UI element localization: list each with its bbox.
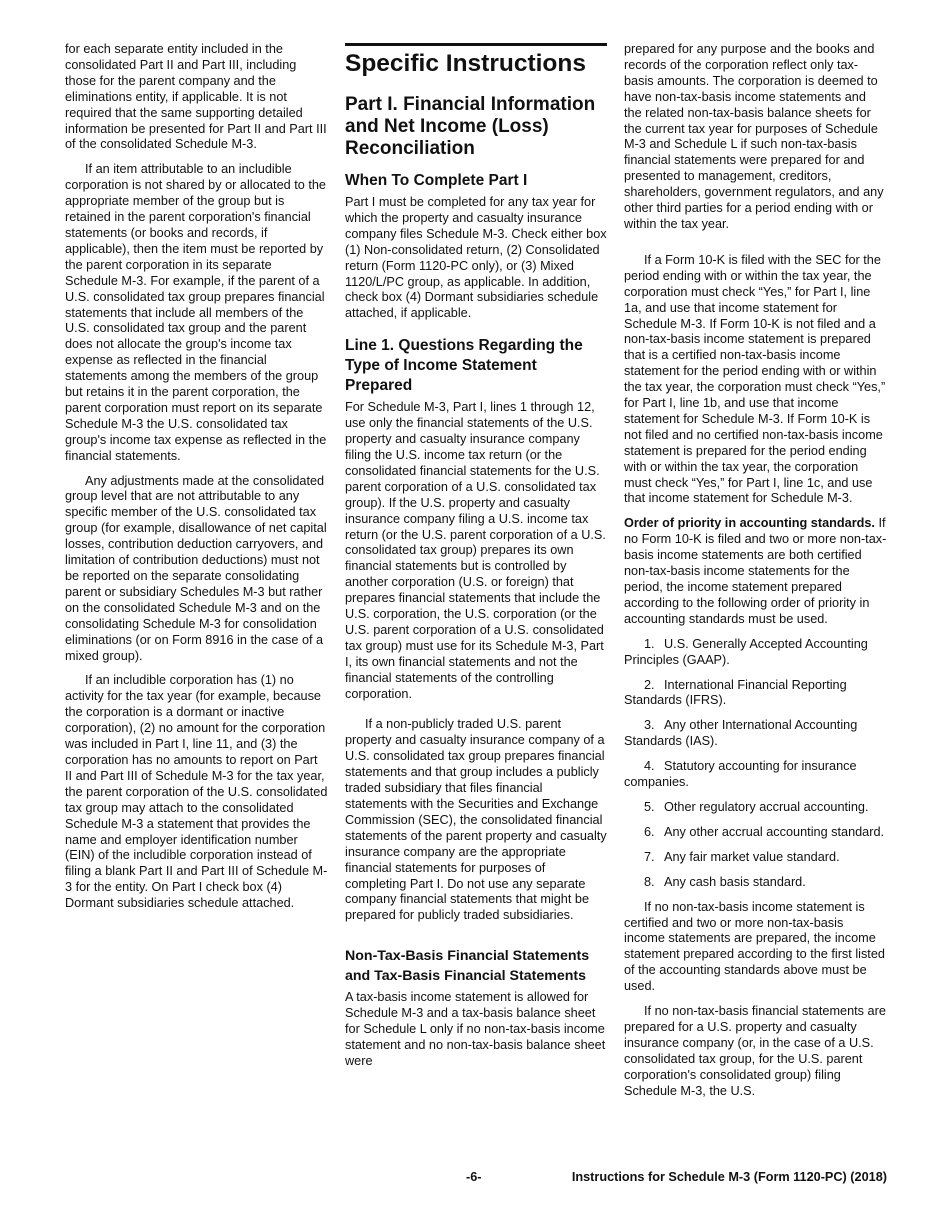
paragraph: Part I must be completed for any tax year for which the property and casualty insurance company files Schedule M-3. Check either box (1) Non-consolidated return, (2) Consolidated return (Form 1120-PC only), or (3) Mixed 1120/L/PC group, as applicable. In addition, check box (4) Dormant subsidiaries schedule attached, if applicable. — [345, 195, 607, 321]
list-item: 5. Other regulatory accrual accounting. — [644, 799, 869, 814]
paragraph — [624, 516, 887, 627]
document-title: Instructions for Schedule M-3 (Form 1120-PC) (2018) — [571, 1170, 887, 1184]
paragraph: Any adjustments made at the consolidated group level that are not attributable to any specific member of the U.S. consolidated tax group (for example, disallowance of net capital losses, contribution deduction carryovers, and limitation of contribution deductions) must not be reported on the separate consolidating parent or subsidiary Schedules M-3 but rather on the consolidated Schedule M-3 and on the consolidating Schedule M-3 for consolidation eliminations (or on Form 8916 in the case of a mixed group). — [65, 473, 327, 663]
section-heading-non-tax-basis: Non-Tax-Basis Financial Statements and Tax-Basis Financial Statements — [345, 948, 590, 985]
list-item: 6. Any other accrual accounting standard. — [644, 824, 885, 839]
paragraph: If no non-tax-basis income statement is certified and two or more non-tax-basis income statements are prepared, the income statement prepared according to the first listed of the accounting standards above must be used. — [624, 899, 885, 994]
paragraph: for each separate entity included in the consolidated Part II and Part III, including those for the parent company and the eliminations entity, if applicable. It is not required that the same supporting detailed information be presented for Part II and Part III of the consolidated Schedule M-3. — [65, 42, 327, 152]
paragraph: If no non-tax-basis financial statements are prepared for a U.S. property and casualty insurance company (or, in the case of a U.S. consolidated tax group, for the U.S. parent corporation's consolidated group) filing Schedule M-3, the U.S. — [624, 1004, 886, 1098]
part-heading: Part I. Financial Information and Net Income (Loss) Reconciliation — [345, 94, 596, 159]
list-item: 7. Any fair market value standard. — [644, 849, 840, 864]
list-item: 4. Statutory accounting for insurance companies. — [624, 759, 857, 790]
left-column — [65, 42, 328, 921]
paragraph: A tax-basis income statement is allowed for Schedule M-3 and a tax-basis balance sheet for Schedule L only if no non-tax-basis income statement and no non-tax-basis balance sheet were — [345, 990, 606, 1068]
run-in-heading: Order of priority in accounting standards. — [624, 516, 875, 531]
section-heading-when: When To Complete Part I — [345, 172, 528, 189]
paragraph: If an item attributable to an includible corporation is not shared by or allocated to the appropriate member of the group but is retained in the parent corporation's financial statements (or books and records, if applicable), then the item must be reported by the parent corporation in its separate Schedule M-3. For example, if the parent of a U.S. consolidated tax group prepares financial statements that include all members of the U.S. consolidated tax group and the parent does not allocate the group's income tax expense as reflected in the financial statements among the members of the group but retains it in the parent corporation, the parent corporation must report on its separate Schedule M-3 the U.S. consolidated tax group's income tax expense as reflected in the financial statements. — [65, 162, 327, 463]
paragraph: For Schedule M-3, Part I, lines 1 through 12, use only the financial statements of the U.S. property and casualty insurance company filing the U.S. income tax return (or the consolidated financial statements for the U.S. parent corporation of a U.S. consolidated tax group). If the U.S. property and casualty insurance company filing a U.S. income tax return (or the U.S. parent corporation of a U.S. consolidated tax group) prepares its own financial statements but is controlled by another corporation (U.S. or foreign) that prepares financial statements that include the U.S. corporation, the U.S. corporation (or the U.S. parent corporation of a U.S. consolidated tax group) must use for its Schedule M-3, Part I, its own financial statements and not the financial statements of the controlling corporation. — [345, 400, 606, 701]
paragraph: If a non-publicly traded U.S. parent property and casualty insurance company of a U.S. consolidated tax group prepares financial statements and that group includes a publicly traded subsidiary that files financial statements with the Securities and Exchange Commission (SEC), the consolidated financial statements of the parent property and casualty insurance company are the appropriate financial statements for purposes of completing Part I. Do not use any separate company financial statements that might be prepared for publicly traded subsidiaries. — [345, 717, 607, 923]
list-item: 2. International Financial Reporting Standards (IFRS). — [624, 677, 847, 708]
list-item: 3. Any other International Accounting Standards (IAS). — [624, 718, 858, 749]
paragraph: If a Form 10-K is filed with the SEC for the period ending with or within the tax year, the corporation must check “Yes,” for Part I, line 1a, and use that income statement for Schedule M-3. If Form 10-K is not filed and a non-tax-basis income statement is prepared that is a certified non-tax-basis income statement for the period ending with or within the tax year, the corporation must check “Yes,” for Part I, line 1b, and use that income statement for Schedule M-3. If Form 10-K is not filed and no certified non-tax-basis income statement is prepared for the period ending with or within the tax year, the corporation must check “Yes,” for Part I, line 1c, and use that income statement for Schedule M-3. — [624, 252, 886, 506]
right-column — [624, 42, 887, 1108]
page-number: -6- — [466, 1170, 482, 1184]
section-heading-line1: Line 1. Questions Regarding the Type of Income Statement Prepared — [345, 337, 583, 395]
paragraph: prepared for any purpose and the books and records of the corporation reflect only tax-basis amounts. The corporation is deemed to have non-tax-basis income statements and the related non-tax-basis balance sheets for the current tax year for purposes of Schedule M-3 and Schedule L if such non-tax-basis financial statements were prepared for and presented to management, creditors, shareholders, government regulators, and any other third parties for a period ending with or within the tax year. — [624, 42, 884, 231]
list-item: 8. Any cash basis standard. — [644, 874, 806, 889]
paragraph-text: If no Form 10-K is filed and two or more non-tax-basis income statements are both certified non-tax-basis income statements for the period, the income statement prepared according to the following order of priority in accounting standards must be used. — [624, 516, 887, 626]
middle-column — [345, 42, 607, 1079]
page-title: Specific Instructions — [345, 43, 607, 79]
list-item: 1. U.S. Generally Accepted Accounting Principles (GAAP). — [624, 636, 868, 667]
paragraph: If an includible corporation has (1) no activity for the tax year (for example, because the corporation is a dormant or inactive corporation), (2) no amount for the corporation was included in Part I, line 11, and (3) the corporation has no amounts to report on Part II and Part III of Schedule M-3 for the tax year, the parent corporation of the U.S. consolidated tax group may attach to the consolidated Schedule M-3 a statement that provides the name and employer identification number (EIN) of the includible corporation instead of filing a blank Part II and Part III of Schedule M-3 for the entity. On Part I check box (4) Dormant subsidiaries schedule attached. — [65, 673, 328, 911]
